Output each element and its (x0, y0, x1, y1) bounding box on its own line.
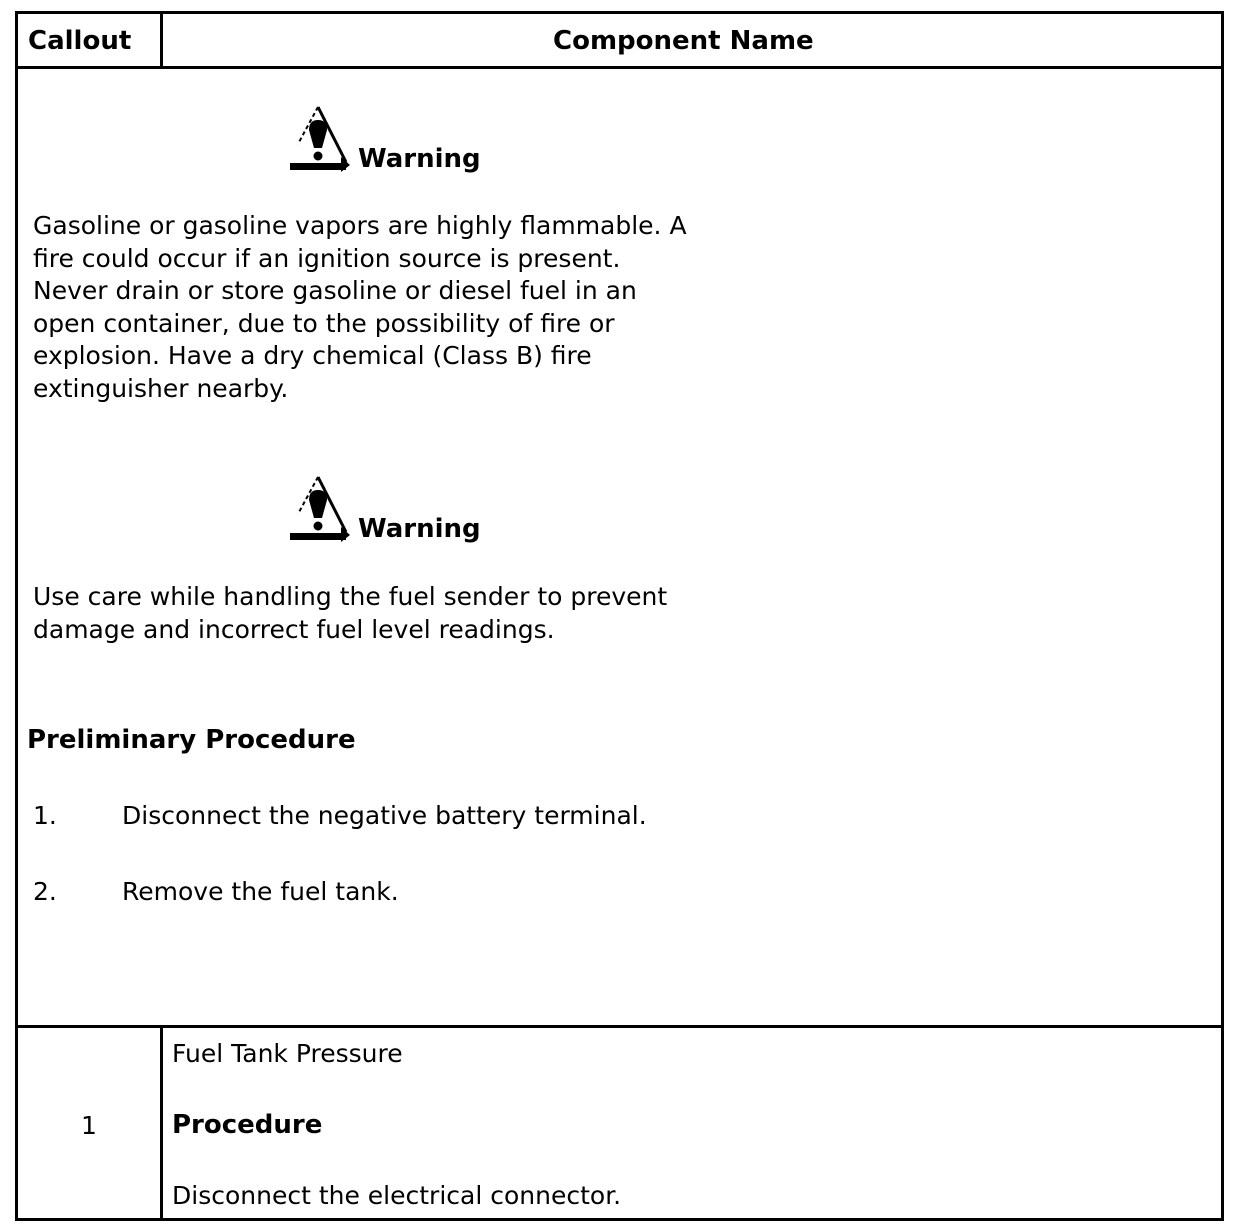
warning-label: Warning (358, 144, 481, 174)
warning-text (33, 210, 687, 405)
warning-text-line: Use care while handling the fuel sender to prevent (33, 582, 668, 611)
warning-text (33, 581, 667, 646)
step-text: Remove the fuel tank. (122, 877, 399, 906)
preliminary-procedure-title: Preliminary Procedure (27, 725, 356, 755)
warning-text-line: fire could occur if an ignition source is present. (33, 243, 621, 273)
header-component-name: Component Name (553, 26, 814, 56)
warning-text-line: explosion. Have a dry chemical (Class B) fire (33, 341, 592, 370)
row-rule (18, 1025, 1221, 1028)
step-text: Disconnect the negative battery terminal. (122, 801, 647, 830)
warning-heading (288, 474, 548, 544)
warning-text-line: open container, due to the possibility of fire or (33, 308, 615, 338)
warning-label: Warning (358, 514, 481, 544)
warning-triangle-icon (288, 474, 352, 544)
warning-text-line: Never drain or store gasoline or diesel fuel in an (33, 276, 637, 305)
warning-heading (288, 104, 548, 174)
row-divider (160, 1025, 163, 1218)
header-callout: Callout (28, 26, 132, 56)
warning-text-line: Gasoline or gasoline vapors are highly flammable. A (33, 211, 687, 240)
step-number: 1. (33, 801, 57, 830)
warning-text-line: extinguisher nearby. (33, 373, 289, 403)
component-name: Fuel Tank Pressure (172, 1039, 403, 1068)
step-number: 2. (33, 877, 57, 906)
procedure-title: Procedure (172, 1110, 323, 1140)
header-rule (18, 66, 1221, 69)
callout-number: 1 (81, 1111, 97, 1140)
warning-triangle-icon (288, 104, 352, 174)
component-table (15, 11, 1224, 1221)
warning-text-line: damage and incorrect fuel level readings. (33, 614, 555, 644)
procedure-text: Disconnect the electrical connector. (172, 1181, 622, 1210)
header-divider (160, 14, 163, 67)
